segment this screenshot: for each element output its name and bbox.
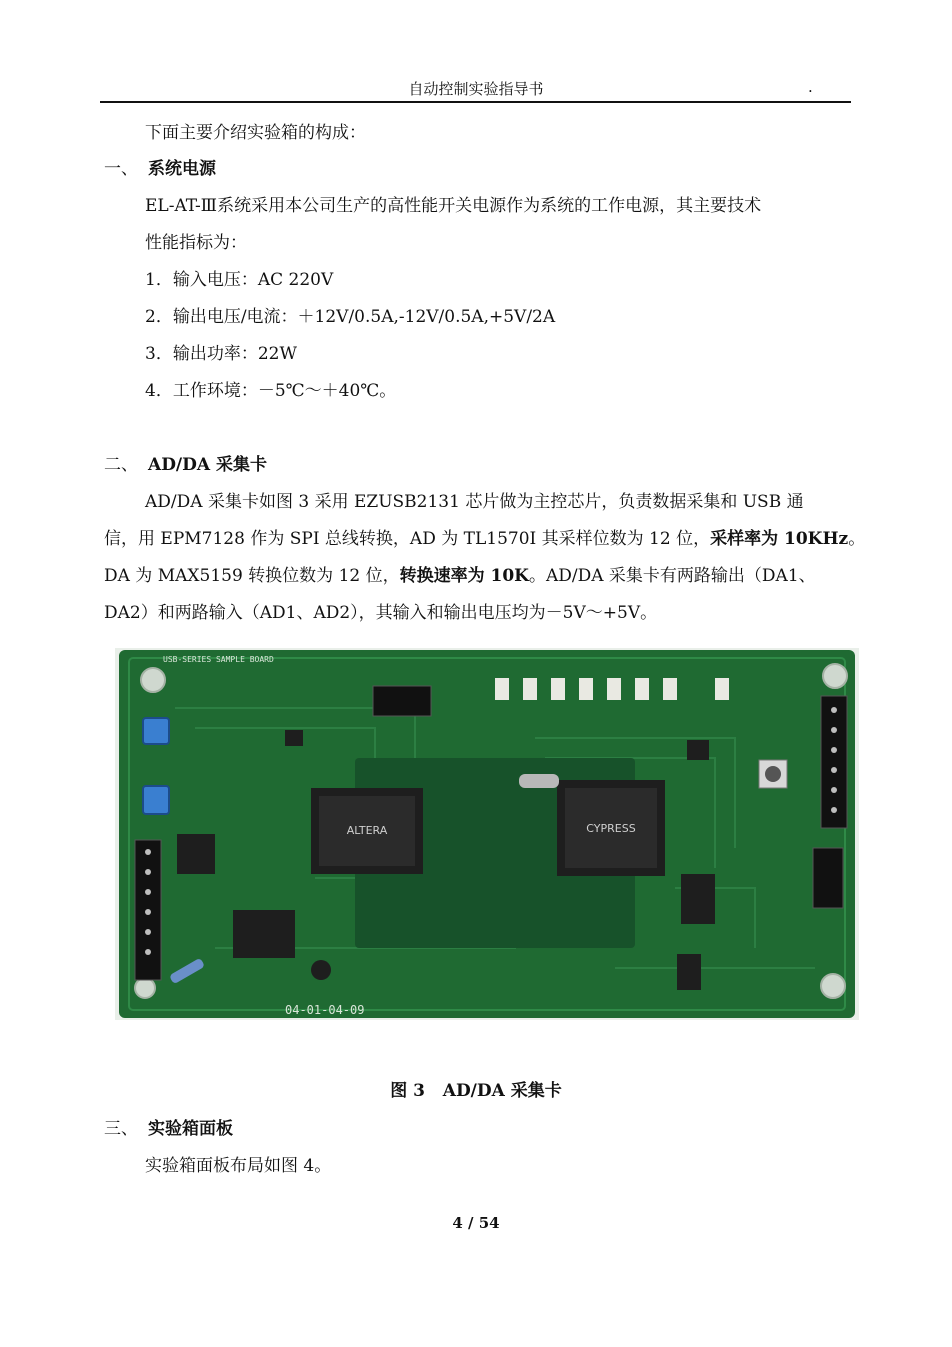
- section-3-heading: [104, 1114, 233, 1139]
- sample-rate-emphasis: 采样率为 10KHz: [710, 529, 849, 549]
- running-header-title: 自动控制实验指导书: [408, 80, 544, 98]
- page-number: 4 / 54: [452, 1214, 500, 1232]
- section-2-para-line2: [104, 524, 866, 549]
- section-1-desc-line2: 性能指标为：: [145, 233, 247, 253]
- section-2-para-line1: AD/DA 采集卡如图 3 采用 EZUSB2131 芯片做为主控芯片，负责数据采集和 USB 通: [145, 492, 804, 512]
- board-chip2-label: CYPRESS: [586, 822, 636, 835]
- section-1-title: 系统电源: [148, 159, 216, 179]
- section-3-desc: 实验箱面板布局如图 4。: [145, 1156, 332, 1176]
- intro-text: 下面主要介绍实验箱的构成：: [145, 123, 366, 143]
- spec-item-4: 4．工作环境：－5℃～＋40℃。: [145, 381, 397, 401]
- para-line2-text: 信，用 EPM7128 作为 SPI 总线转换，AD 为 TL1570I 其采样位数为 12 位，: [104, 529, 711, 549]
- section-3-title: 实验箱面板: [148, 1119, 233, 1139]
- board-silkscreen-date: 04-01-04-09: [285, 1003, 365, 1017]
- board-silkscreen-title: USB-SERIES SAMPLE BOARD: [163, 655, 274, 664]
- spec-item-1: 1．输入电压：AC 220V: [145, 270, 334, 290]
- section-2-number: 二、: [104, 455, 138, 475]
- figure-caption-number: 图 3: [390, 1081, 425, 1101]
- figure-caption-title: AD/DA 采集卡: [442, 1081, 562, 1101]
- section-2-heading: [104, 450, 267, 475]
- adda-board-photo: [115, 648, 859, 1020]
- section-1-heading: [104, 154, 216, 179]
- section-2-para-line4: DA2）和两路输入（AD1、AD2），其输入和输出电压均为－5V～+5V。: [104, 603, 658, 623]
- para-line3-end: 。AD/DA 采集卡有两路输出（DA1、: [528, 566, 816, 586]
- running-header-dot: .: [808, 78, 813, 96]
- section-2-title: AD/DA 采集卡: [148, 455, 267, 475]
- crystal-oscillator: [519, 774, 559, 788]
- spec-item-3: 3．输出功率：22W: [145, 344, 297, 364]
- section-3-number: 三、: [104, 1119, 138, 1139]
- section-1-number: 一、: [104, 159, 138, 179]
- para-line3-text: DA 为 MAX5159 转换位数为 12 位，: [104, 566, 400, 586]
- section-2-para-line3: [104, 561, 854, 586]
- section-1-desc-line1: EL-AT-Ⅲ系统采用本公司生产的高性能开关电源作为系统的工作电源，其主要技术: [145, 196, 762, 216]
- figure-caption: [0, 1076, 952, 1101]
- spec-item-2: 2．输出电压/电流：＋12V/0.5A,-12V/0.5A,+5V/2A: [145, 307, 556, 327]
- conversion-rate-emphasis: 转换速率为 10K: [399, 566, 529, 586]
- para-line2-end: 。: [848, 529, 866, 549]
- board-chip1-label: ALTERA: [346, 824, 388, 837]
- header-rule: [100, 101, 851, 103]
